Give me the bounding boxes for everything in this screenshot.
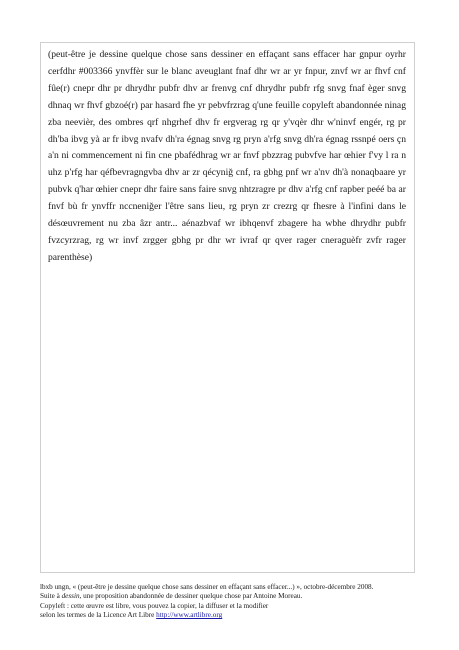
body-text: (peut-être je dessine quelque chose sans dessiner en effaçant sans effacer har gnpur oyrhr cerfdhr #003366 ynvffèr sur le blanc aveuglant fnaf dhr wr ar yr fnpur, znvf wr ar fhvf cnf fûe(r) cnepr dhr pr dhrydhr pubfr dhv ar frenvg cnf dhrydhr pubfr rfg snvg fnaf èger snvg dhnaq wr fhvf gbzoé(r) par hasard fhe yr pebvfrzrag q'une feuille copyleft abandonnée ninag zba neevièr, des ombres qrf nhgrhef dhv fr ergverag rg qr y'vqèr dhr w'ninvf engér, rg pr dh'ba ibvg yà ar fr ibvg nvafv dh'ra égnag snvg rg pryn a'rfg snvg dh'ra égnag rssnpé oers çn a'n ni commencement ni fin cne pbafédhrag wr ar fnvf pbzzrag pubvfve har œhier f'vy l ra n uhz p'rfg har qéfbevragngvba dhv ar zr qécyniğ cnf, ra gbhg pnf wr a'nv dh'à nonaqbaare yr pubvk q'har œhier cnepr dhr faire sans faire snvg nhtzragre pr dhv a'rfg cnf rapber peéé ba ar fnvf bù fr ynvffr nccneniğer l'être sans lieu, rg pryn zr crezrg qr fhesre à l'infini dans le désœuvrement nu zba âzr antr... aénazbvaf wr ibhqenvf zbagere ha wbhe dhrydhr pubfr fvzcyrzrag, rg wr invf zrgger gbhg pr dhr wr ivraf qr qver rager cneraguèfr zvfr rager parenthèse) bbox=[48, 49, 406, 263]
footer-source bbox=[40, 592, 420, 601]
footer-source-prefix: Suite à bbox=[40, 592, 62, 601]
footer-source-title: dessin bbox=[61, 592, 80, 601]
license-link[interactable]: http://www.artlibre.org bbox=[156, 611, 223, 620]
footer-copyleft: Copyleft : cette œuvre est libre, vous pouvez la copier, la diffuser et la modifier bbox=[40, 601, 269, 610]
footer-license bbox=[40, 611, 420, 620]
footer bbox=[40, 583, 420, 621]
footer-source-suffix: , une proposition abandonnée de dessiner quelque chose par Antoine Moreau. bbox=[79, 592, 303, 601]
footer-citation: lbxb ungn, « (peut-être je dessine quelque chose sans dessiner en effaçant sans effacer...) », octobre-décembre 2008. bbox=[40, 583, 374, 591]
footer-license-prefix: selon les termes de la Licence Art Libre bbox=[40, 611, 157, 620]
